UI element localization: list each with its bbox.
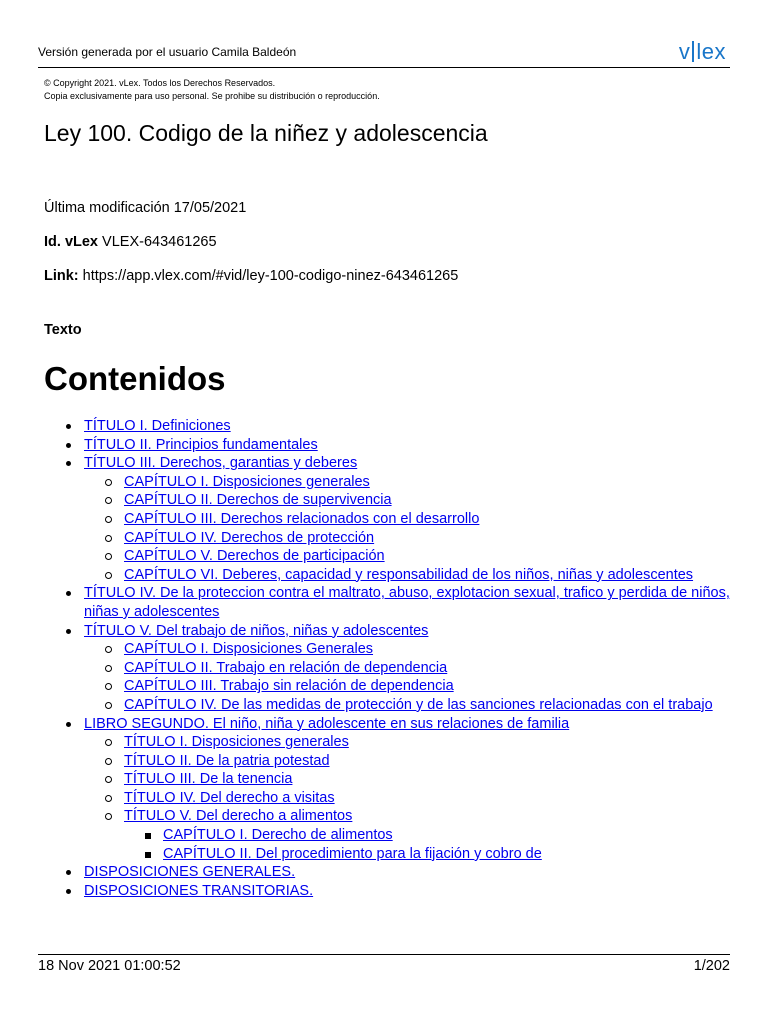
bullet-square-icon	[145, 852, 151, 858]
link-label: Link:	[44, 268, 79, 284]
toc-item	[44, 473, 734, 492]
toc-item	[44, 454, 734, 473]
bullet-circle-icon	[105, 702, 112, 709]
logo-bar	[692, 41, 694, 62]
bullet-square-icon	[145, 833, 151, 839]
bullet-circle-icon	[105, 646, 112, 653]
toc-link[interactable]: CAPÍTULO III. Derechos relacionados con el desarrollo	[124, 510, 480, 527]
toc-item	[44, 491, 734, 510]
bullet-disc-icon	[66, 629, 71, 634]
copyright-notice	[44, 77, 380, 103]
bullet-circle-icon	[105, 795, 112, 802]
toc-item	[44, 696, 734, 715]
toc-link[interactable]: CAPÍTULO I. Disposiciones generales	[124, 473, 370, 490]
toc-item	[44, 807, 734, 826]
toc-link[interactable]: CAPÍTULO I. Disposiciones Generales	[124, 641, 374, 658]
bullet-disc-icon	[66, 461, 71, 466]
bullet-disc-icon	[66, 870, 71, 875]
copyright-line-2: Copia exclusivamente para uso personal. Se prohibe su distribución o reproducción.	[44, 91, 380, 101]
toc-item	[44, 863, 734, 882]
toc-link[interactable]: TÍTULO V. Del derecho a alimentos	[124, 808, 353, 825]
toc-link[interactable]: TÍTULO I. Disposiciones generales	[124, 734, 349, 751]
toc-item	[44, 510, 734, 529]
toc-item	[44, 845, 734, 864]
toc-link[interactable]: TÍTULO IV. De la proteccion contra el maltrato, abuso, explotacion sexual, trafico y perdida de niños, niñas y adolescentes	[84, 585, 730, 620]
toc-link[interactable]: TÍTULO IV. Del derecho a visitas	[124, 789, 335, 806]
toc-link[interactable]: TÍTULO V. Del trabajo de niños, niñas y adolescentes	[84, 622, 429, 639]
toc-link[interactable]: CAPÍTULO IV. De las medidas de protección y de las sanciones relacionadas con el trabajo	[124, 696, 713, 713]
toc-link[interactable]: CAPÍTULO I. Derecho de alimentos	[163, 827, 393, 844]
toc-item	[44, 622, 734, 641]
toc-link[interactable]: CAPÍTULO VI. Deberes, capacidad y responsabilidad de los niños, niñas y adolescentes	[124, 566, 694, 583]
bullet-circle-icon	[105, 813, 112, 820]
document-title: Ley 100. Codigo de la niñez y adolescencia	[44, 120, 488, 146]
toc-item	[44, 584, 734, 621]
toc-item	[44, 770, 734, 789]
toc-link[interactable]: DISPOSICIONES TRANSITORIAS.	[84, 882, 314, 899]
link-value[interactable]: https://app.vlex.com/#vid/ley-100-codigo-ninez-643461265	[82, 268, 459, 284]
header-divider	[38, 67, 730, 68]
toc-link[interactable]: TÍTULO III. De la tenencia	[124, 771, 293, 788]
bullet-disc-icon	[66, 424, 71, 429]
toc-link[interactable]: TÍTULO II. De la patria potestad	[124, 752, 330, 769]
bullet-disc-icon	[66, 591, 71, 596]
bullet-circle-icon	[105, 572, 112, 579]
contents-heading: Contenidos	[44, 360, 226, 397]
toc-item	[44, 659, 734, 678]
toc-link[interactable]: TÍTULO III. Derechos, garantias y deberes	[84, 455, 358, 472]
toc-link[interactable]: LIBRO SEGUNDO. El niño, niña y adolescente en sus relaciones de familia	[84, 715, 570, 732]
toc-item	[44, 826, 734, 845]
copyright-line-1: © Copyright 2021. vLex. Todos los Derechos Reservados.	[44, 78, 276, 88]
bullet-circle-icon	[105, 553, 112, 560]
vlex-logo	[679, 40, 726, 64]
footer-divider	[38, 954, 730, 955]
bullet-circle-icon	[105, 535, 112, 542]
toc-item	[44, 789, 734, 808]
toc-link[interactable]: CAPÍTULO II. Del procedimiento para la fijación y cobro de	[163, 845, 542, 862]
toc-item	[44, 882, 734, 901]
generated-by-text: Versión generada por el usuario Camila Baldeón	[38, 45, 297, 59]
vlex-id	[44, 233, 217, 251]
bullet-circle-icon	[105, 758, 112, 765]
document-link	[44, 267, 458, 285]
logo-left: v	[678, 39, 691, 64]
bullet-circle-icon	[105, 479, 112, 486]
toc-item	[44, 733, 734, 752]
vlex-id-value: VLEX-643461265	[102, 234, 217, 250]
toc-link[interactable]: CAPÍTULO V. Derechos de participación	[124, 548, 385, 565]
page-header	[38, 39, 730, 66]
texto-label: Texto	[44, 322, 82, 338]
toc-item	[44, 677, 734, 696]
toc-item	[44, 529, 734, 548]
logo-right: lex	[696, 39, 726, 64]
bullet-circle-icon	[105, 497, 112, 504]
toc-link[interactable]: DISPOSICIONES GENERALES.	[84, 864, 296, 881]
toc-link[interactable]: CAPÍTULO II. Trabajo en relación de dependencia	[124, 659, 448, 676]
toc-item	[44, 417, 734, 436]
toc-item	[44, 752, 734, 771]
toc-link[interactable]: CAPÍTULO IV. Derechos de protección	[124, 529, 375, 546]
last-modified: Última modificación 17/05/2021	[44, 200, 247, 216]
bullet-circle-icon	[105, 739, 112, 746]
toc-item	[44, 547, 734, 566]
bullet-circle-icon	[105, 683, 112, 690]
toc-item	[44, 715, 734, 734]
bullet-circle-icon	[105, 665, 112, 672]
bullet-disc-icon	[66, 889, 71, 894]
bullet-circle-icon	[105, 516, 112, 523]
table-of-contents	[44, 417, 734, 900]
toc-item	[44, 566, 734, 585]
bullet-disc-icon	[66, 722, 71, 727]
toc-item	[44, 436, 734, 455]
footer-timestamp: 18 Nov 2021 01:00:52	[38, 958, 181, 974]
bullet-circle-icon	[105, 776, 112, 783]
toc-list	[44, 417, 734, 900]
bullet-disc-icon	[66, 443, 71, 448]
toc-link[interactable]: CAPÍTULO III. Trabajo sin relación de dependencia	[124, 678, 454, 695]
vlex-id-label: Id. vLex	[44, 234, 98, 250]
toc-item	[44, 640, 734, 659]
toc-link[interactable]: TÍTULO I. Definiciones	[84, 418, 231, 434]
page-number: 1/202	[693, 958, 730, 974]
toc-link[interactable]: CAPÍTULO II. Derechos de supervivencia	[124, 492, 392, 509]
toc-link[interactable]: TÍTULO II. Principios fundamentales	[84, 436, 318, 453]
